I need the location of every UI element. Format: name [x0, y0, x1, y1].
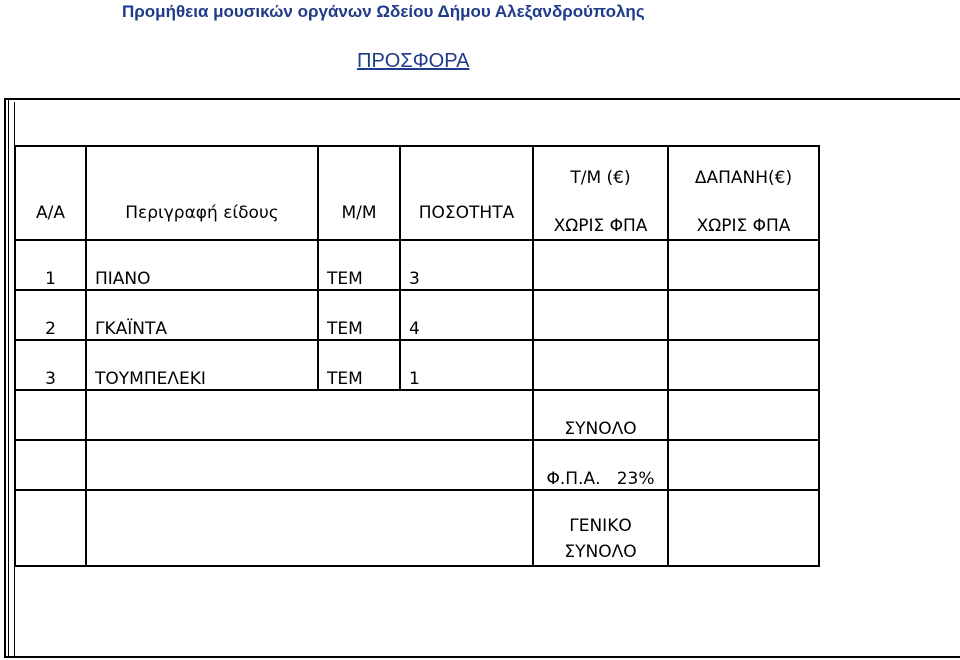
cell-unit: ΤΕΜ: [318, 340, 400, 390]
summary-grand-total-value[interactable]: [668, 490, 819, 566]
header-quantity: ΠΟΣΟΤΗΤΑ: [400, 146, 533, 240]
cell-cost[interactable]: [668, 340, 819, 390]
table-header-row: [15, 146, 819, 240]
cell-cost[interactable]: [668, 290, 819, 340]
header-unit-price-top: Τ/Μ (€): [570, 168, 631, 188]
summary-grand-total-label: [533, 490, 668, 566]
summary-row-total: [15, 390, 819, 440]
summary-empty-aa: [15, 490, 86, 566]
cell-unit-price[interactable]: [533, 290, 668, 340]
cell-unit-price[interactable]: [533, 340, 668, 390]
table-row: [15, 290, 819, 340]
offer-heading: ΠΡΟΣΦΟΡΑ: [357, 50, 470, 72]
cell-unit: ΤΕΜ: [318, 240, 400, 290]
cell-unit: ΤΕΜ: [318, 290, 400, 340]
cell-description: ΤΟΥΜΠΕΛΕΚΙ: [86, 340, 318, 390]
page-frame-top: [4, 98, 960, 100]
cell-quantity: 1: [400, 340, 533, 390]
grand-total-line2: ΣΥΝΟΛΟ: [564, 542, 637, 562]
summary-empty-span: [86, 390, 533, 440]
cell-aa: 3: [15, 340, 86, 390]
summary-row-vat: [15, 440, 819, 490]
cell-description: ΓΚΑΪΝΤΑ: [86, 290, 318, 340]
cell-aa: 1: [15, 240, 86, 290]
offer-table: [14, 145, 820, 567]
cell-aa: 2: [15, 290, 86, 340]
header-aa: Α/Α: [15, 146, 86, 240]
header-description: Περιγραφή είδους: [86, 146, 318, 240]
cell-cost[interactable]: [668, 240, 819, 290]
summary-total-value[interactable]: [668, 390, 819, 440]
cell-unit-price[interactable]: [533, 240, 668, 290]
summary-empty-aa: [15, 440, 86, 490]
cell-description: ΠΙΑΝΟ: [86, 240, 318, 290]
summary-empty-aa: [15, 390, 86, 440]
summary-empty-span: [86, 440, 533, 490]
table-row: [15, 240, 819, 290]
header-unit: Μ/Μ: [318, 146, 400, 240]
summary-empty-span: [86, 490, 533, 566]
summary-row-grand-total: [15, 490, 819, 566]
summary-vat-label: Φ.Π.Α. 23%: [533, 440, 668, 490]
table-row: [15, 340, 819, 390]
header-cost: [668, 146, 819, 240]
summary-total-label: ΣΥΝΟΛΟ: [533, 390, 668, 440]
page-frame-left-inner: [8, 98, 9, 658]
header-unit-price: [533, 146, 668, 240]
document-title: Προμήθεια μουσικών οργάνων Ωδείου Δήμου Αλεξανδρούπολης: [122, 2, 645, 21]
cell-quantity: 3: [400, 240, 533, 290]
header-cost-top: ΔΑΠΑΝΗ(€): [694, 168, 793, 188]
page-frame-left: [4, 98, 6, 658]
header-cost-bottom: ΧΩΡΙΣ ΦΠΑ: [696, 216, 791, 236]
grand-total-line1: ΓΕΝΙΚΟ: [569, 516, 632, 536]
page-frame-bottom: [4, 656, 960, 658]
cell-quantity: 4: [400, 290, 533, 340]
summary-vat-value[interactable]: [668, 440, 819, 490]
header-unit-price-bottom: ΧΩΡΙΣ ΦΠΑ: [553, 216, 648, 236]
